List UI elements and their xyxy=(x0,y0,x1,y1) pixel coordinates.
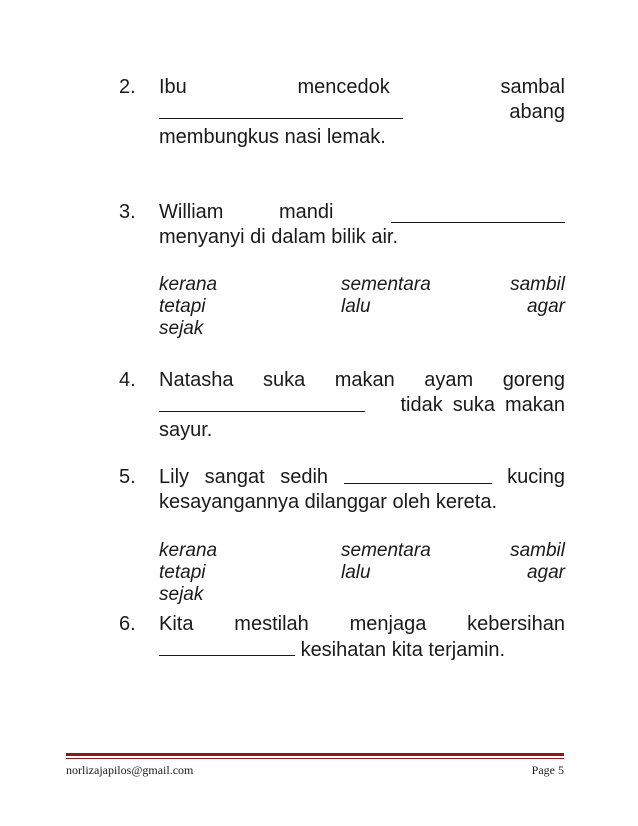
word: tidak xyxy=(400,394,443,416)
text-line: kesayangannya dilanggar oleh kereta. xyxy=(159,491,498,513)
answer-blank[interactable] xyxy=(159,393,365,412)
question-number: 2. xyxy=(119,76,136,98)
option-word: sementara xyxy=(341,274,431,295)
word: sangat xyxy=(204,466,265,488)
footer-rule-thin xyxy=(66,758,564,759)
word: William xyxy=(159,201,224,223)
word: kebersihan xyxy=(467,613,565,635)
option-word: sambil xyxy=(510,540,565,561)
option-word: agar xyxy=(526,562,565,583)
option-word: sejak xyxy=(159,318,204,339)
word: mandi xyxy=(279,201,334,223)
word: sedih xyxy=(280,466,329,488)
word: Natasha xyxy=(159,369,234,391)
word: mencedok xyxy=(297,76,390,98)
word: abang xyxy=(509,101,565,123)
footer-rule xyxy=(66,753,564,756)
text-line: menyanyi di dalam bilik air. xyxy=(159,226,398,248)
question-number: 6. xyxy=(119,613,136,635)
page-number: Page 5 xyxy=(531,763,564,777)
word: kucing xyxy=(507,466,565,488)
option-word: sambil xyxy=(510,274,565,295)
word: suka xyxy=(263,369,306,391)
question-number: 3. xyxy=(119,201,136,223)
question-text xyxy=(159,368,565,443)
text-line: sayur. xyxy=(159,419,213,441)
option-word: kerana xyxy=(159,540,218,561)
word-options xyxy=(159,540,565,606)
text-line: kesihatan kita terjamin. xyxy=(300,639,506,661)
option-word: kerana xyxy=(159,274,218,295)
question-text xyxy=(159,75,565,150)
answer-blank[interactable] xyxy=(391,204,565,223)
question-text xyxy=(159,200,565,250)
question-text xyxy=(159,465,565,515)
answer-blank[interactable] xyxy=(159,100,403,119)
question-number: 4. xyxy=(119,369,136,391)
answer-blank[interactable] xyxy=(344,465,492,484)
text-line: membungkus nasi lemak. xyxy=(159,126,386,148)
option-word: lalu xyxy=(341,562,371,583)
option-word: sejak xyxy=(159,584,204,605)
option-word: tetapi xyxy=(159,562,206,583)
word: makan xyxy=(504,394,565,416)
question-text xyxy=(159,612,565,662)
word: sambal xyxy=(500,76,565,98)
text-group xyxy=(400,393,565,418)
option-word: sementara xyxy=(341,540,431,561)
option-word: lalu xyxy=(341,296,371,317)
word: ayam xyxy=(424,369,474,391)
word: menjaga xyxy=(349,613,427,635)
question-number: 5. xyxy=(119,466,136,488)
word: makan xyxy=(334,369,395,391)
word: mestilah xyxy=(234,613,309,635)
answer-blank[interactable] xyxy=(159,637,295,656)
word: goreng xyxy=(502,369,565,391)
word: Ibu xyxy=(159,76,187,98)
word: suka xyxy=(452,394,495,416)
word: Lily xyxy=(159,466,190,488)
option-word: tetapi xyxy=(159,296,206,317)
option-word: agar xyxy=(526,296,565,317)
word-options xyxy=(159,274,565,340)
footer-email: norlizajapilos@gmail.com xyxy=(66,763,194,777)
word: Kita xyxy=(159,613,194,635)
